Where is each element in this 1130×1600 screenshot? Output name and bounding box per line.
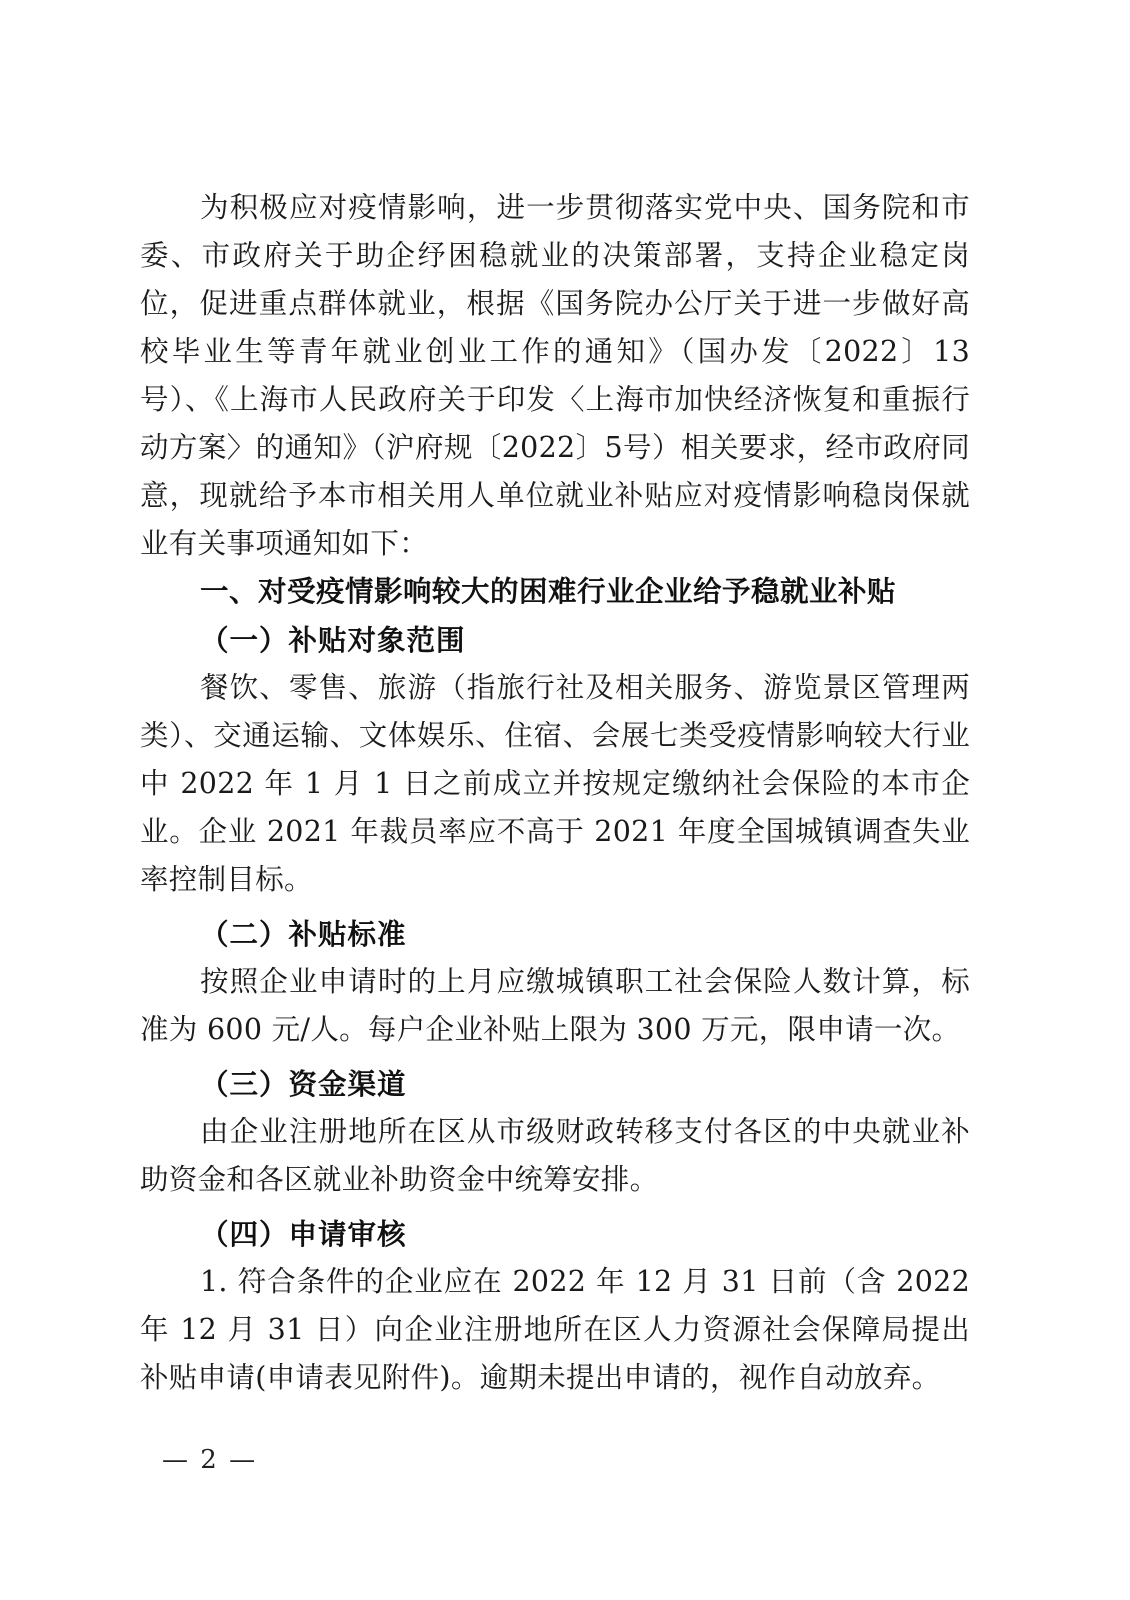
subsection-heading-4: （四）申请审核 [200, 1217, 407, 1251]
subsection-body-2: 按照企业申请时的上月应缴城镇职工社会保险人数计算，标准为 600 元/人。每户企业补贴上限为 300 万元，限申请一次。 [140, 965, 970, 1046]
subsection-heading-3: （三）资金渠道 [200, 1067, 407, 1101]
page-number: — 2 — [162, 1445, 258, 1475]
document-body [140, 184, 970, 1402]
subsection-body-3: 由企业注册地所在区从市级财政转移支付各区的中央就业补助资金和各区就业补助资金中统筹安排。 [140, 1115, 970, 1196]
subsection-item-1: 1. 符合条件的企业应在 2022 年 12 月 31 日前（含 2022 年 12 月 31 日）向企业注册地所在区人力资源社会保障局提出补贴申请(申请表见附件)。逾期未提出申请的，视作自动放弃。 [140, 1265, 970, 1394]
intro-paragraph: 为积极应对疫情影响，进一步贯彻落实党中央、国务院和市委、市政府关于助企纾困稳就业的决策部署，支持企业稳定岗位，促进重点群体就业，根据《国务院办公厅关于进一步做好高校毕业生等青年就业创业工作的通知》（国办发〔2022〕13号）、《上海市人民政府关于印发〈上海市加快经济恢复和重振行动方案〉的通知》（沪府规〔2022〕5号）相关要求，经市政府同意，现就给予本市相关用人单位就业补贴应对疫情影响稳岗保就业有关事项通知如下： [140, 191, 970, 560]
subsection-heading-1: （一）补贴对象范围 [200, 623, 466, 657]
section-heading-1: 一、对受疫情影响较大的困难行业企业给予稳就业补贴 [200, 575, 897, 608]
subsection-body-1: 餐饮、零售、旅游（指旅行社及相关服务、游览景区管理两类）、交通运输、文体娱乐、住宿、会展七类受疫情影响较大行业中 2022 年 1 月 1 日之前成立并按规定缴纳社会保险的本市企业。企业 2021 年裁员率应不高于 2021 年度全国城镇调查失业率控制目标。 [140, 671, 970, 896]
subsection-heading-2: （二）补贴标准 [200, 917, 407, 951]
